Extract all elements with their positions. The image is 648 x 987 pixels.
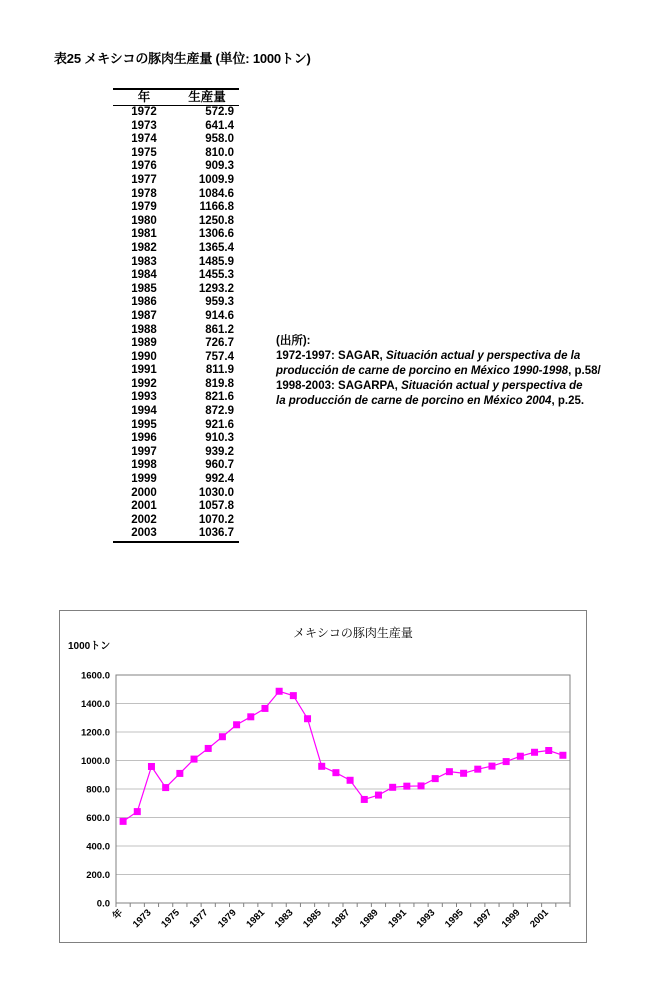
production-cell: 1365.4 (198, 241, 234, 254)
table-row (113, 106, 239, 120)
source-line-4-text: , p.25. (551, 395, 585, 407)
source-line-2 (276, 364, 636, 379)
production-cell: 939.2 (205, 445, 234, 458)
production-cell: 960.7 (205, 459, 234, 472)
year-cell: 1983 (131, 255, 157, 268)
data-point (432, 775, 439, 782)
table-row (113, 228, 239, 242)
data-point (191, 756, 198, 763)
source-line-3 (276, 379, 636, 394)
y-tick-label: 1200.0 (80, 727, 110, 739)
chart-container (59, 610, 587, 943)
year-cell: 2003 (113, 527, 175, 542)
page-title: 表25 メキシコの豚肉生産量 (単位: 1000トン) (54, 51, 311, 66)
data-point (460, 770, 467, 777)
table-row (113, 188, 239, 202)
table-row (113, 514, 239, 528)
data-point (162, 784, 169, 791)
production-cell: 810.0 (205, 146, 234, 159)
data-point (247, 713, 254, 720)
x-tick-label: 1977 (187, 907, 211, 931)
year-cell: 1985 (131, 282, 157, 295)
x-tick-label: 1973 (130, 907, 154, 931)
line-chart (60, 611, 586, 942)
production-table-container (113, 88, 239, 543)
year-cell: 1999 (131, 473, 157, 486)
year-cell: 1986 (131, 296, 157, 309)
year-cell: 1975 (131, 146, 157, 159)
table-row (113, 310, 239, 324)
production-cell: 1084.6 (198, 187, 234, 200)
data-point (205, 745, 212, 752)
production-cell: 1485.9 (198, 255, 234, 268)
data-point (389, 784, 396, 791)
source-line-4 (276, 394, 636, 409)
y-tick-label: 800.0 (86, 784, 110, 796)
year-cell: 1974 (131, 133, 157, 146)
production-cell: 921.6 (205, 418, 234, 431)
year-cell: 1978 (131, 187, 157, 200)
table-body (113, 106, 239, 543)
data-point (261, 705, 268, 712)
x-tick-label: 1993 (414, 907, 438, 931)
data-point (347, 777, 354, 784)
table-row (113, 201, 239, 215)
production-cell: 1250.8 (198, 214, 234, 227)
data-point (474, 766, 481, 773)
production-cell: 959.3 (205, 296, 234, 309)
source-label: (出所): (276, 335, 311, 347)
year-cell: 1993 (131, 391, 157, 404)
source-line-2-text: , p.58/ (568, 365, 601, 377)
table-row (113, 419, 239, 433)
production-cell: 819.8 (205, 377, 234, 390)
table-row (113, 405, 239, 419)
table-row (113, 324, 239, 338)
production-cell: 726.7 (205, 337, 234, 350)
x-tick-label: 1975 (159, 907, 182, 931)
header-year: 年 (113, 89, 175, 106)
data-point (233, 721, 240, 728)
production-cell: 910.3 (205, 432, 234, 445)
year-cell: 1977 (131, 173, 157, 186)
data-point (375, 792, 382, 799)
production-table (113, 88, 239, 543)
data-point (304, 715, 311, 722)
data-point (446, 768, 453, 775)
x-tick-label: 1997 (471, 907, 495, 931)
source-note (276, 334, 636, 409)
source-line-3-text: 1998-2003: SAGARPA, (276, 380, 402, 392)
data-point (276, 688, 283, 695)
x-tick-label: 1983 (272, 907, 296, 931)
data-point (545, 747, 552, 754)
production-cell: 909.3 (205, 160, 234, 173)
table-row (113, 364, 239, 378)
production-cell: 1166.8 (199, 201, 234, 214)
production-cell: 757.4 (205, 350, 234, 363)
year-cell: 1997 (131, 445, 157, 458)
source-line-4-title: la producción de carne de porcino en México 2004 (276, 395, 552, 407)
production-cell: 1057.8 (198, 500, 234, 513)
data-point (488, 763, 495, 770)
production-cell: 992.4 (205, 473, 234, 486)
source-line-1 (276, 349, 636, 364)
year-cell: 1991 (131, 364, 157, 377)
table-row (113, 473, 239, 487)
table-row (113, 174, 239, 188)
table-row (113, 459, 239, 473)
x-tick-label: 1999 (499, 907, 523, 931)
year-cell: 1987 (131, 309, 157, 322)
table-row (113, 337, 239, 351)
table-header-row (113, 89, 239, 106)
y-tick-label: 600.0 (86, 813, 110, 824)
source-line-1-title: Situación actual y perspectiva de la (385, 350, 581, 362)
source-line-1-text: 1972-1997: SAGAR, (276, 350, 386, 362)
year-cell: 1994 (131, 405, 157, 418)
table-row (113, 527, 239, 542)
data-point (148, 763, 155, 770)
x-tick-label: 1991 (386, 907, 409, 931)
production-cell: 572.9 (205, 106, 234, 118)
x-tick-label: 2001 (528, 907, 551, 931)
table-row (113, 351, 239, 365)
year-cell: 1979 (131, 201, 157, 214)
table-row (113, 215, 239, 229)
table-row (113, 269, 239, 283)
table-row (113, 133, 239, 147)
y-tick-label: 1000.0 (80, 756, 110, 767)
table-row (113, 242, 239, 256)
table-row (113, 500, 239, 514)
chart-title: メキシコの豚肉生産量 (293, 626, 413, 640)
production-cell: 914.6 (205, 309, 234, 322)
x-tick-label: 1995 (442, 907, 466, 931)
y-tick-label: 200.0 (86, 870, 110, 881)
table-row (113, 296, 239, 310)
x-tick-label: 年 (110, 907, 126, 922)
table-row (113, 147, 239, 161)
data-point (120, 818, 127, 825)
year-cell: 1984 (131, 269, 157, 282)
source-line-2-title: producción de carne de porcino en México 1990-1998 (276, 365, 569, 377)
data-point (361, 796, 368, 803)
data-point (517, 753, 524, 760)
x-tick-label: 1989 (357, 907, 381, 931)
production-cell: 1009.9 (198, 173, 234, 186)
y-tick-label: 0.0 (96, 898, 110, 910)
data-point (403, 783, 410, 790)
year-cell: 1973 (131, 119, 157, 132)
data-point (134, 808, 141, 815)
data-point (290, 692, 297, 699)
production-cell: 958.0 (205, 133, 234, 146)
year-cell: 1982 (131, 241, 157, 254)
x-tick-label: 1981 (244, 907, 268, 931)
year-cell: 2002 (131, 513, 157, 526)
production-cell: 1306.6 (198, 228, 234, 241)
table-row (113, 283, 239, 297)
production-cell: 1293.2 (198, 282, 234, 295)
year-cell: 1988 (131, 323, 157, 336)
year-cell: 1972 (131, 106, 157, 118)
y-tick-label: 1400.0 (80, 699, 110, 710)
table-row (113, 391, 239, 405)
year-cell: 1981 (131, 228, 157, 241)
production-cell: 1455.3 (198, 269, 234, 282)
y-tick-label: 1600.0 (80, 670, 110, 682)
source-line-3-title: Situación actual y perspectiva de (401, 380, 583, 392)
production-cell: 1030.0 (198, 486, 234, 499)
x-tick-label: 1979 (215, 907, 239, 931)
year-cell: 1995 (131, 418, 157, 431)
data-point (219, 733, 226, 740)
production-cell: 641.4 (205, 119, 234, 132)
table-row (113, 378, 239, 392)
year-cell: 1996 (131, 432, 157, 445)
x-tick-label: 1985 (301, 907, 324, 931)
table-row (113, 487, 239, 501)
year-cell: 1990 (131, 350, 157, 363)
table-row (113, 256, 239, 270)
data-point (318, 763, 325, 770)
year-cell: 1976 (131, 160, 157, 173)
y-axis-label: 1000トン (68, 641, 111, 652)
year-cell: 1998 (131, 459, 157, 472)
year-cell: 2001 (131, 500, 157, 513)
data-point (503, 758, 510, 765)
data-point (176, 770, 183, 777)
year-cell: 2000 (131, 486, 157, 499)
year-cell: 1980 (131, 214, 157, 227)
table-row (113, 432, 239, 446)
table-row (113, 120, 239, 134)
year-cell: 1989 (131, 337, 157, 350)
production-cell: 811.9 (205, 364, 234, 377)
table-row (113, 446, 239, 460)
header-production: 生産量 (175, 89, 239, 106)
production-cell: 821.6 (205, 391, 234, 404)
y-tick-label: 400.0 (86, 841, 110, 853)
x-tick-label: 1987 (329, 907, 353, 931)
production-cell: 872.9 (205, 405, 234, 418)
production-cell: 861.2 (205, 323, 234, 336)
series-line (123, 691, 563, 821)
year-cell: 1992 (131, 377, 157, 390)
data-point (418, 782, 425, 789)
production-cell: 1070.2 (198, 513, 234, 526)
data-point (332, 769, 339, 776)
data-point (559, 752, 566, 759)
table-row (113, 160, 239, 174)
production-cell: 1036.7 (175, 527, 239, 542)
data-point (531, 749, 538, 756)
